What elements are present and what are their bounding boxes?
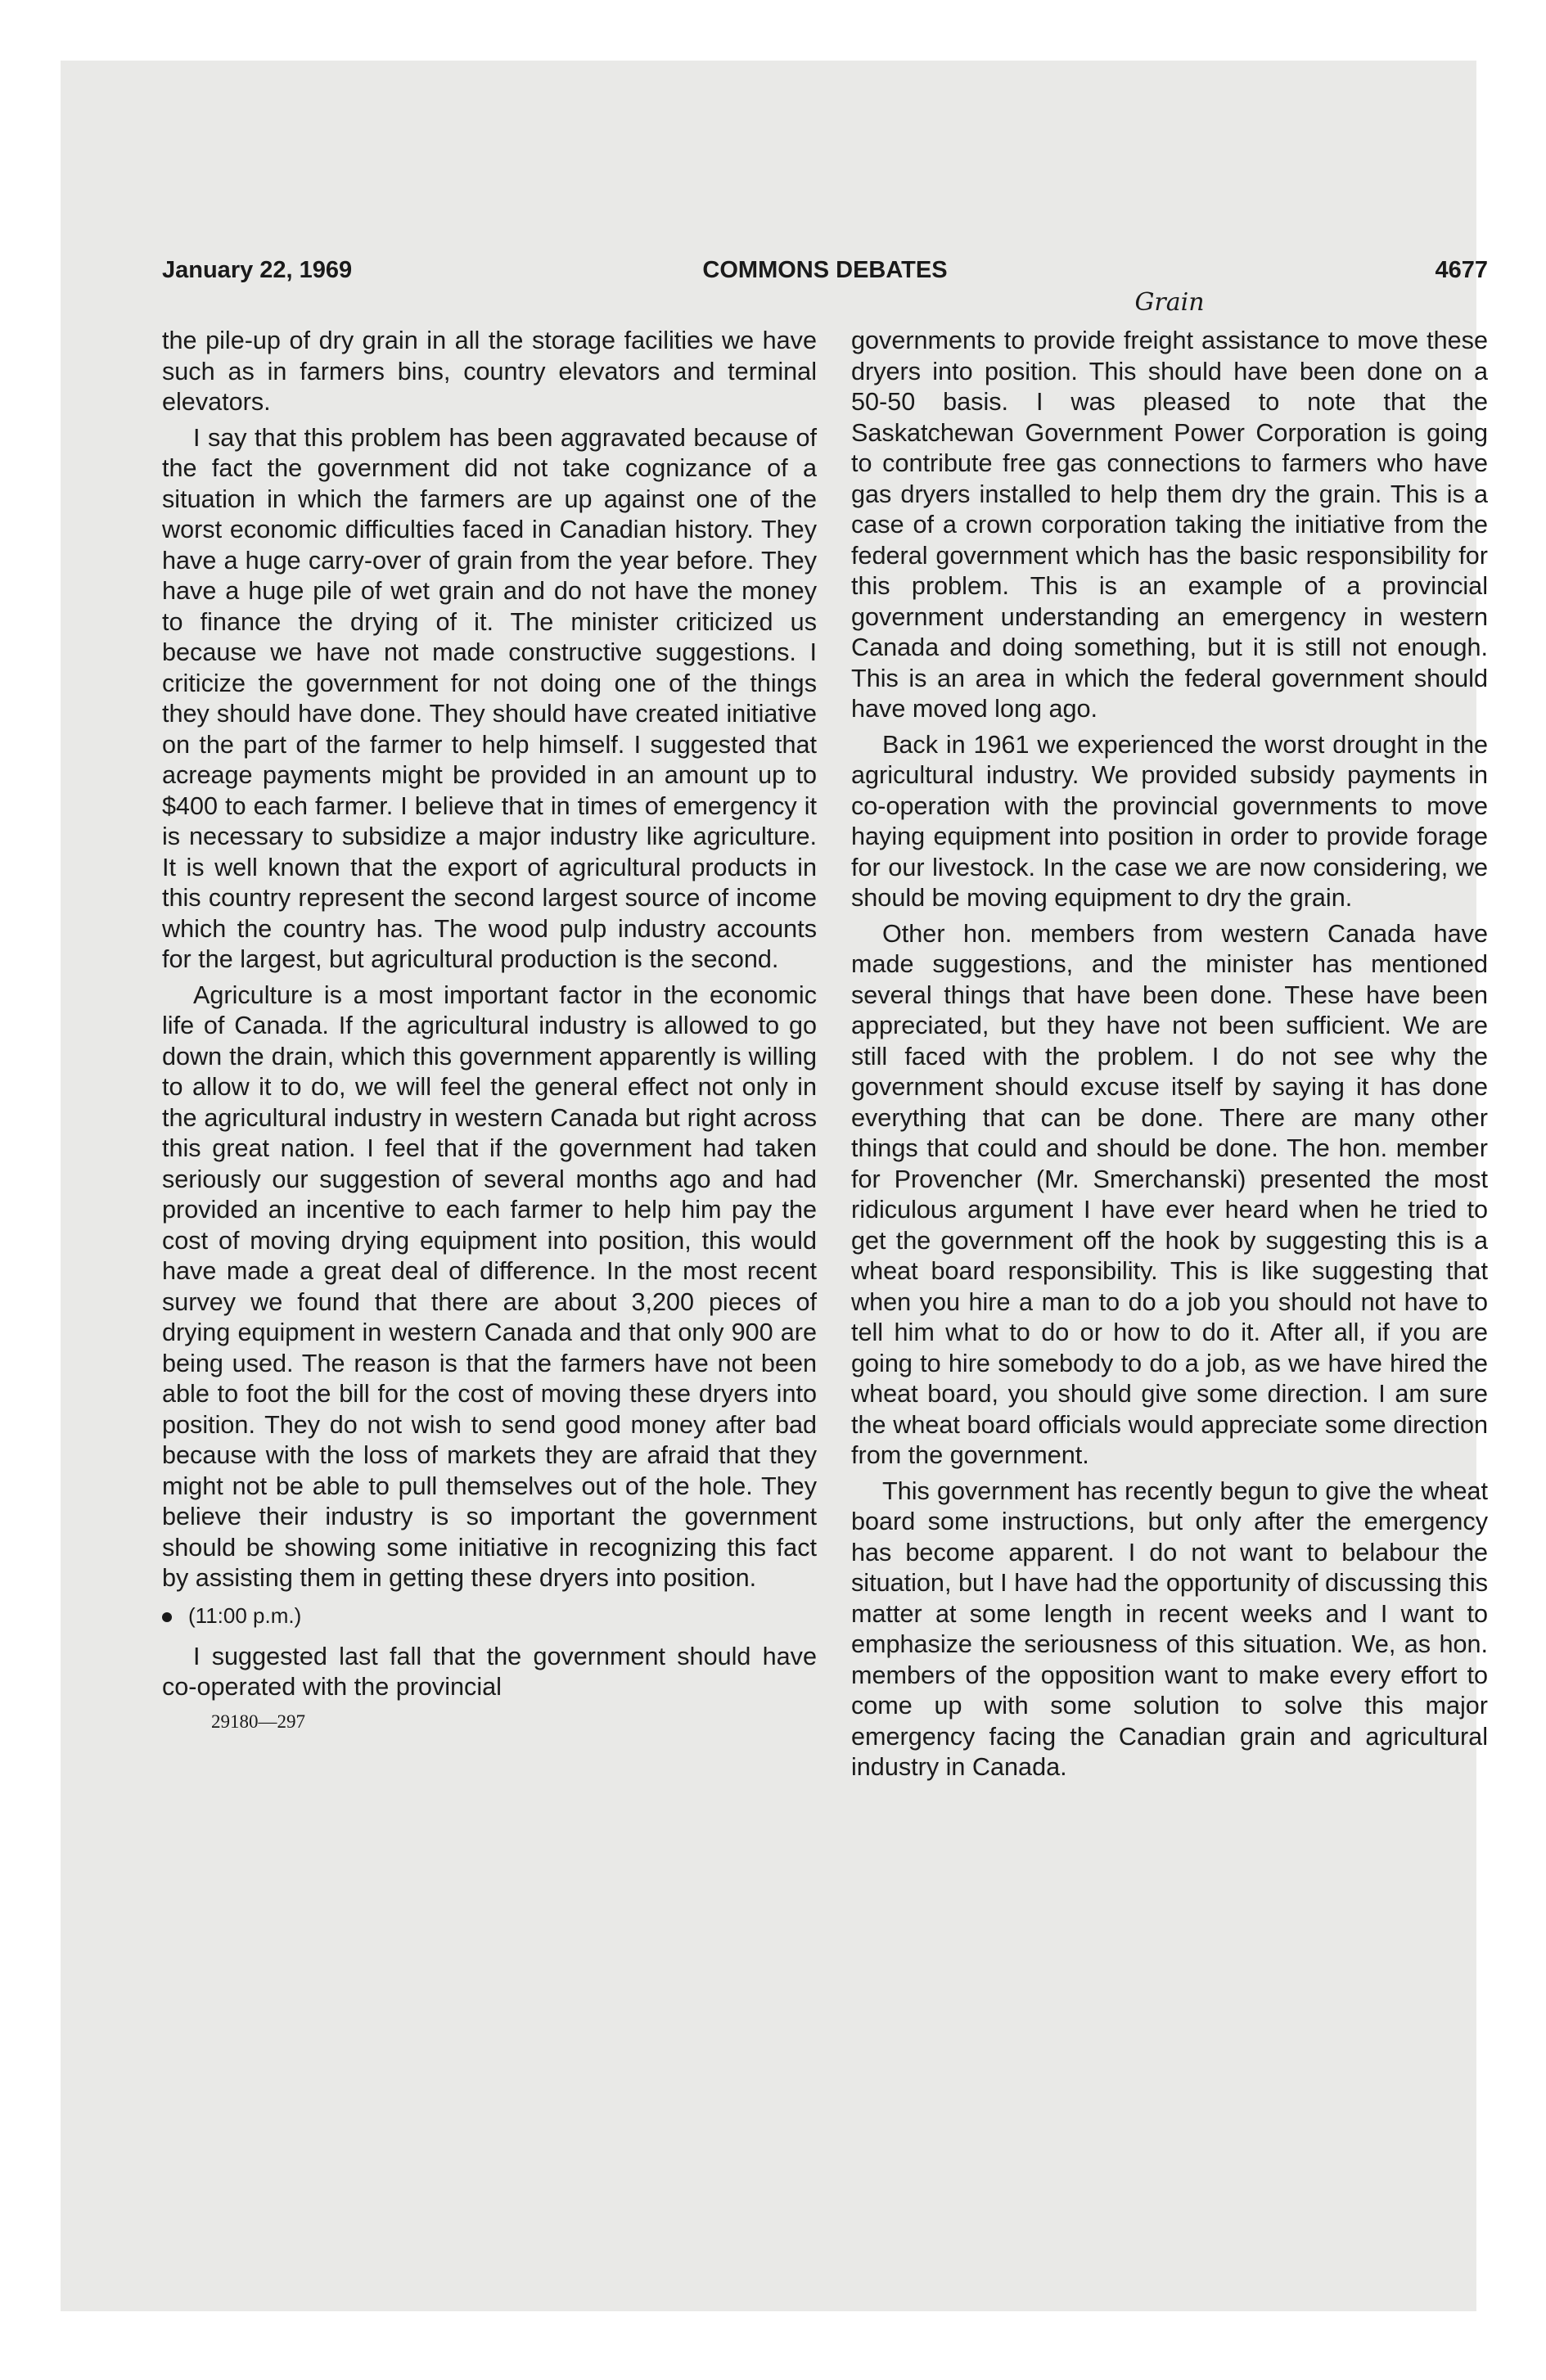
paragraph: the pile-up of dry grain in all the storage facilities we have such as in farmers bins, country elevators and terminal elevators.	[162, 327, 817, 416]
time-stamp: (11:00 p.m.)	[188, 1602, 302, 1628]
header-date: January 22, 1969	[162, 257, 353, 283]
paragraph: I say that this problem has been aggravated because of the fact the government did not take cognizance of a situation in which the farmers are up against one of the worst economic difficulties faced in Canadian history. They have a huge carry-over of grain from the year before. They have a huge pile of wet grain and do not have the money to finance the drying of it. The minister criticized us because we have not made constructive suggestions. I criticize the government for not doing one of the things they should have done. They should have created initiative on the part of the farmer to help himself. I suggested that acreage payments might be provided in an amount up to $400 to each farmer. I believe that in times of emergency it is necessary to subsidize a major industry like agriculture. It is well known that the export of agricultural products in this country represent the second largest source of income which the country has. The wood pulp industry accounts for the largest, but agricultural production is the second.	[162, 423, 817, 973]
page-background	[61, 61, 1488, 2311]
left-column	[162, 326, 817, 1734]
running-header	[162, 254, 1488, 286]
paragraph: Back in 1961 we experienced the worst drought in the agricultural industry. We provided subsidy payments in co-operation with the provincial governments to move haying equipment into position in order to provide forage for our livestock. In the case we are now considering, we should be moving equipment to dry the grain.	[851, 730, 1488, 912]
paragraph: governments to provide freight assistance to move these dryers into position. This should have been done on a 50-50 basis. I was pleased to note that the Saskatchewan Government Power Corporation is going to contribute free gas connections to farmers who have gas dryers installed to help them dry the grain. This is a case of a crown corporation taking the initiative from the federal government which has the basic responsibility for this problem. This is an example of a provincial government understanding an emergency in western Canada and doing something, but it is still not enough. This is an area in which the federal government should have moved long ago.	[851, 327, 1488, 723]
header-page-number: 4677	[1435, 257, 1488, 283]
subject-heading: Grain	[1134, 288, 1205, 317]
bullet-icon	[162, 1612, 172, 1622]
paragraph: This government has recently begun to give the wheat board some instructions, but only after the emergency has become apparent. I do not want to belabour the situation, but I have had the opportunity of discussing this matter at some length in recent weeks and I want to emphasize the seriousness of this situation. We, as hon. members of the opposition want to make every effort to come up with some solution to solve this major emergency facing the Canadian grain and agricultural industry in Canada.	[851, 1476, 1488, 1781]
paragraph: Agriculture is a most important factor in the economic life of Canada. If the agricultural industry is allowed to go down the drain, which this government apparently is willing to allow it to do, we will feel the general effect not only in the agricultural industry in western Canada but right across this great nation. I feel that if the government had taken seriously our suggestion of several months ago and had provided an incentive to each farmer to help him pay the cost of moving drying equipment into position, this would have made a great deal of difference. In the most recent survey we found that there are about 3,200 pieces of drying equipment in western Canada and that only 900 are being used. The reason is that the farmers have not been able to foot the bill for the cost of moving these dryers into position. They do not wish to send good money after bad because with the loss of markets they are afraid that they might not be able to pull themselves out of the hole. They believe their industry is so important the government should be showing some initiative in recognizing this fact by assisting them in getting these dryers into position.	[162, 980, 817, 1592]
paragraph: I suggested last fall that the government should have co-operated with the provincial	[162, 1642, 817, 1701]
header-title: COMMONS DEBATES	[702, 257, 948, 283]
right-column	[851, 326, 1488, 1788]
page-content	[162, 254, 1488, 2218]
time-stamp-line	[162, 1601, 817, 1630]
paragraph: Other hon. members from western Canada have made suggestions, and the minister has mentioned several things that have been done. These have been appreciated, but they have not been sufficient. We are still faced with the problem. I do not see why the government should excuse itself by saying it has done everything that can be done. There are many other things that could and should be done. The hon. member for Provencher (Mr. Smerchanski) presented the most ridiculous argument I have ever heard when he tried to get the government off the hook by suggesting this is a wheat board responsibility. This is like suggesting that when you hire a man to do a job you should not have to tell him what to do or how to do it. After all, if you are going to hire somebody to do a job, as we have hired the wheat board, you should give some direction. I am sure the wheat board officials would appreciate some direction from the government.	[851, 919, 1488, 1469]
signature-mark: 29180—297	[211, 1711, 305, 1732]
